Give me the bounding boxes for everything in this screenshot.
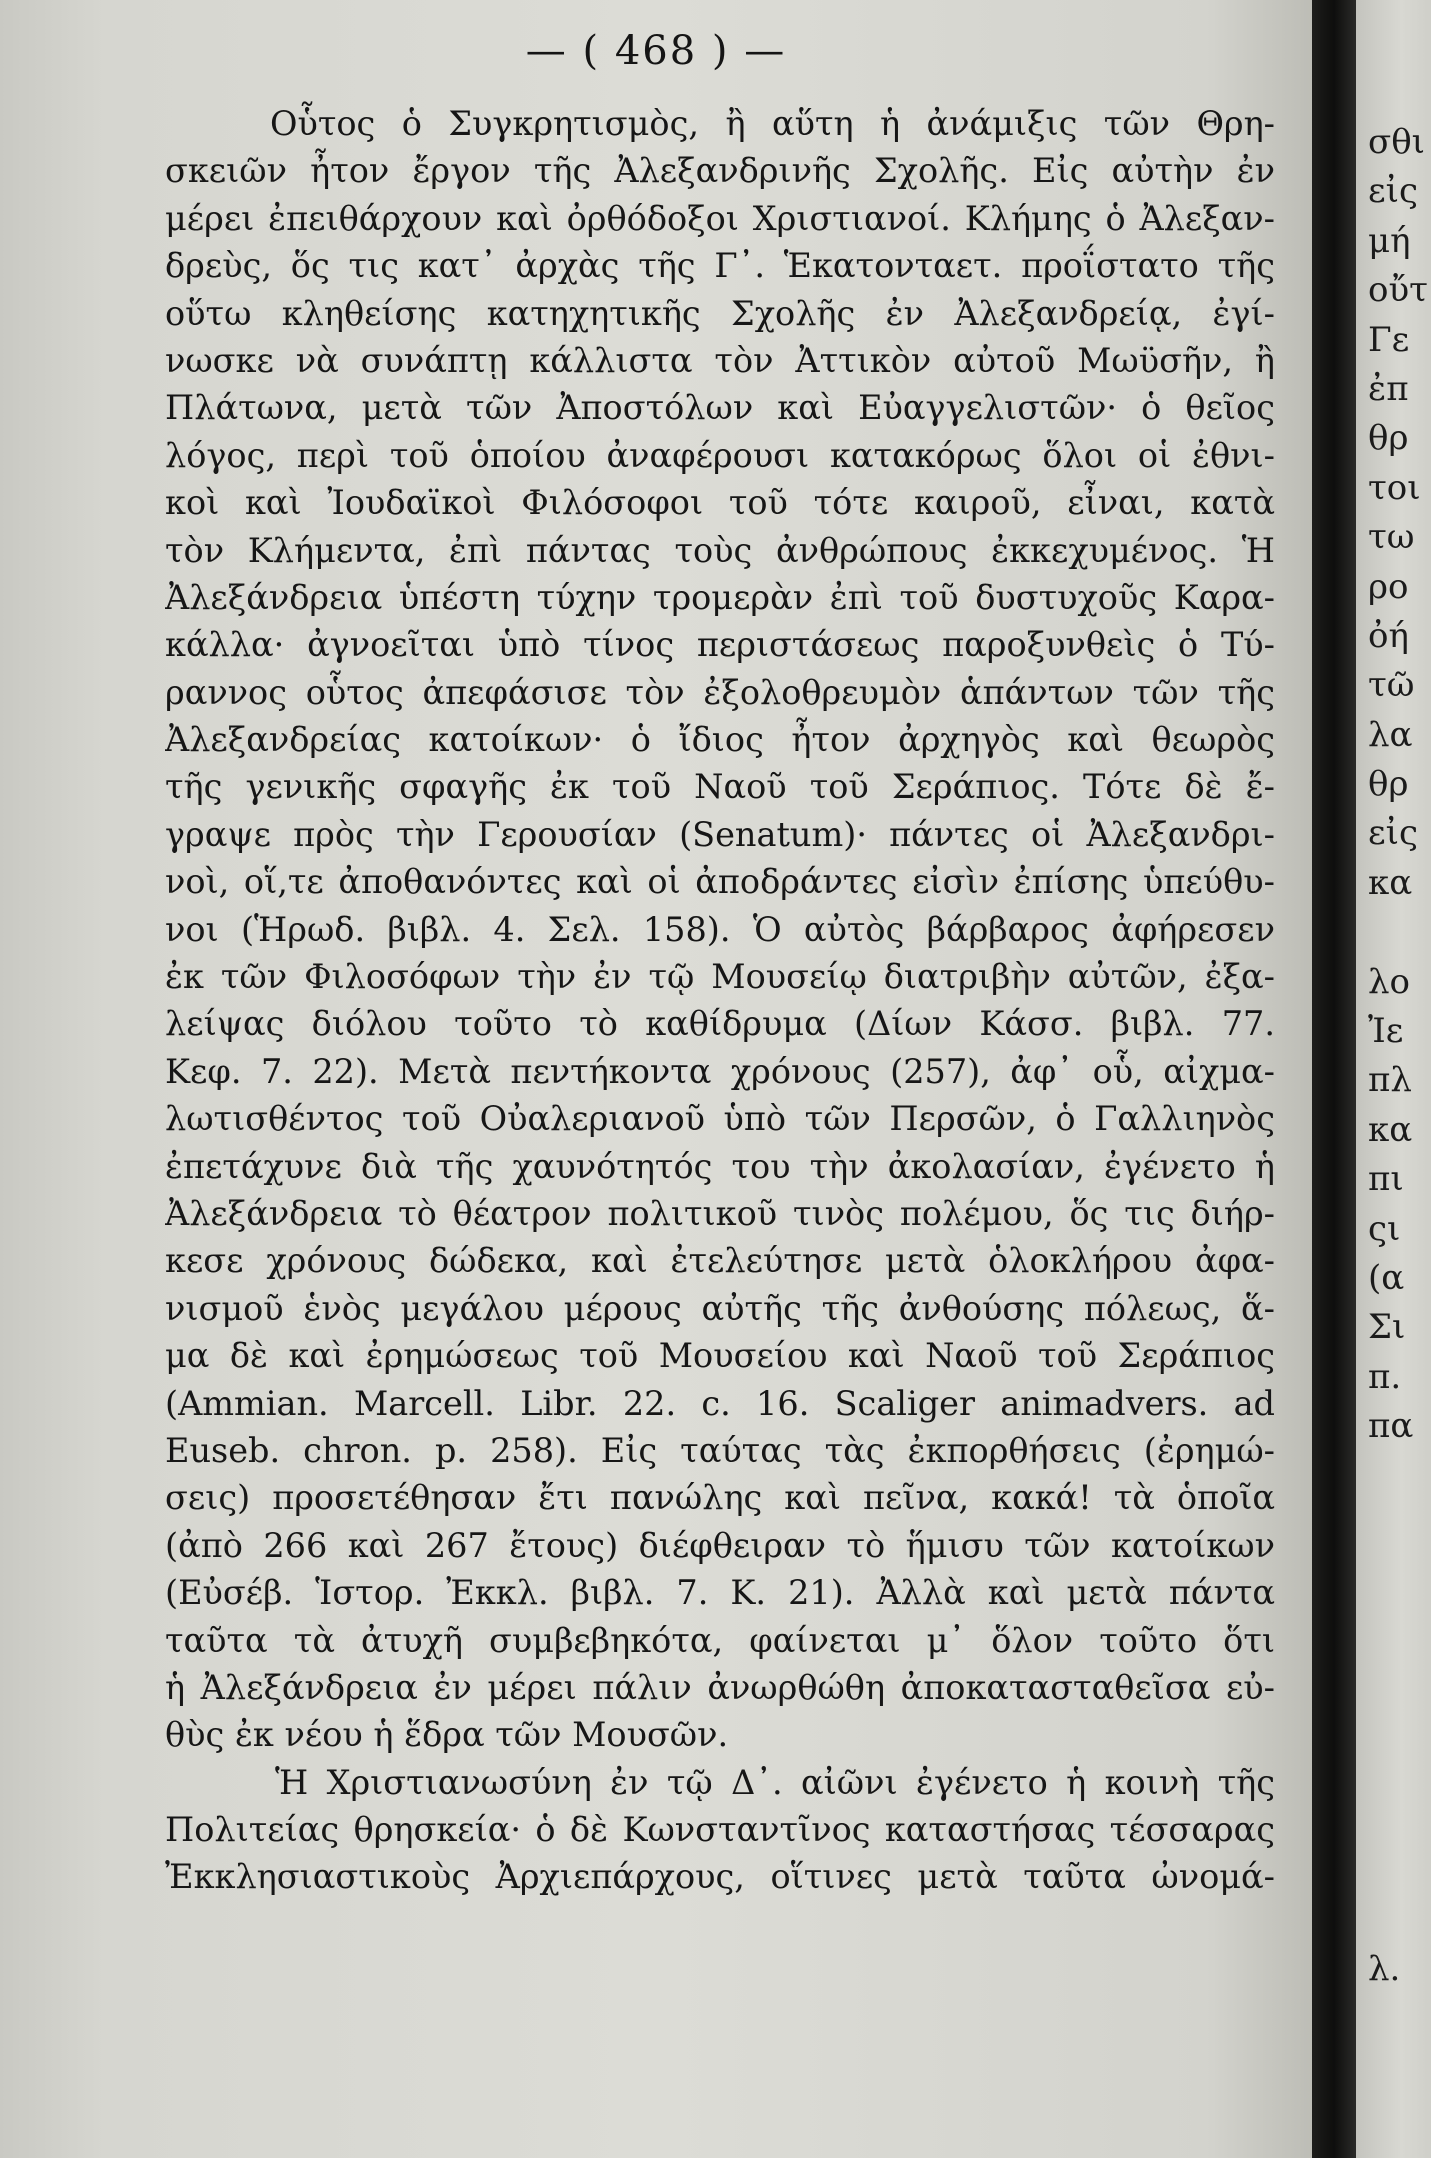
- text-line: γραψε πρὸς τὴν Γερουσίαν (Senatum)· πάντες οἱ Ἀλεξανδρι-: [165, 814, 1275, 854]
- edge-fragment: πλ: [1368, 1060, 1412, 1101]
- text-line: οὕτω κληθείσης κατηχητικῆς Σχολῆς ἐν Ἀλεξανδρείᾳ, ἐγί-: [165, 293, 1275, 333]
- edge-fragment: θρ: [1368, 764, 1409, 805]
- edge-fragment: [1368, 1699, 1431, 1748]
- edge-fragment: [1368, 1600, 1431, 1649]
- edge-fragment: [1368, 1995, 1431, 2044]
- edge-fragment: [1368, 1748, 1431, 1797]
- text-line: (Ammian. Marcell. Libr. 22. c. 16. Scaliger animadvers. ad: [165, 1383, 1275, 1423]
- book-gutter: [1312, 0, 1356, 2158]
- edge-fragment: εἰς: [1368, 171, 1418, 212]
- text-line: ταῦτα τὰ ἀτυχῆ συμβεβηκότα, φαίνεται μ᾽ ὅλον τοῦτο ὅτι: [165, 1620, 1275, 1660]
- edge-fragment: ςι: [1368, 1208, 1401, 1249]
- edge-fragment: Γε: [1368, 319, 1410, 360]
- edge-fragment: ὀή: [1368, 615, 1409, 656]
- body-text: [165, 100, 1275, 1901]
- text-line: Ἀλεξάνδρεια ὑπέστη τύχην τρομερὰν ἐπὶ τοῦ δυστυχοῦς Καρα-: [165, 577, 1275, 617]
- text-line: κοὶ καὶ Ἰουδαϊκοὶ Φιλόσοφοι τοῦ τότε καιροῦ, εἶναι, κατὰ: [165, 483, 1275, 523]
- text-line: Κεφ. 7. 22). Μετὰ πεντήκοντα χρόνους (257), ἀφ᾽ οὗ, αἰχμα-: [165, 1051, 1275, 1091]
- text-line: ραννος οὗτος ἀπεφάσισε τὸν ἐξολοθρευμὸν ἁπάντων τῶν τῆς: [165, 672, 1275, 712]
- edge-fragment: Ἰε: [1368, 1011, 1404, 1052]
- text-line: (Εὐσέβ. Ἱστορ. Ἐκκλ. βιβλ. 7. Κ. 21). Ἀλλὰ καὶ μετὰ πάντα: [165, 1573, 1275, 1613]
- edge-fragment: πα: [1368, 1406, 1414, 1447]
- text-line: λωτισθέντος τοῦ Οὐαλεριανοῦ ὑπὸ τῶν Περσῶν, ὁ Γαλλιηνὸς: [165, 1099, 1275, 1139]
- edge-fragment: [1368, 1896, 1431, 1945]
- text-line: νοὶ, οἵ,τε ἀποθανόντες καὶ οἱ ἀποδράντες εἰσὶν ἐπίσης ὑπεύθυ-: [165, 862, 1275, 902]
- text-line: ἐκ τῶν Φιλοσόφων τὴν ἐν τῷ Μουσείῳ διατριβὴν αὐτῶν, ἐξα-: [165, 957, 1275, 997]
- edge-fragment: κα: [1368, 862, 1413, 903]
- facing-page-text: [1368, 118, 1431, 2094]
- edge-fragment: τω: [1368, 517, 1415, 558]
- edge-fragment: τοι: [1368, 467, 1421, 508]
- text-line: νοι (Ἡρωδ. βιβλ. 4. Σελ. 158). Ὁ αὐτὸς βάρβαρος ἀφήρεσεν: [165, 909, 1275, 949]
- text-line: Πλάτωνα, μετὰ τῶν Ἀποστόλων καὶ Εὐαγγελιστῶν· ὁ θεῖος: [165, 388, 1275, 428]
- facing-page-edge: [1356, 0, 1431, 2158]
- text-line: Euseb. chron. p. 258). Εἰς ταύτας τὰς ἐκπορθήσεις (ἐρημώ-: [165, 1430, 1275, 1470]
- text-line: λείψας διόλου τοῦτο τὸ καθίδρυμα (Δίων Κάσσ. βιβλ. 77.: [165, 1004, 1275, 1044]
- edge-fragment: ἐπ: [1368, 368, 1409, 409]
- edge-fragment: Σι: [1368, 1307, 1406, 1348]
- edge-fragment: [1368, 1452, 1431, 1501]
- text-line: ἡ Ἀλεξάνδρεια ἐν μέρει πάλιν ἀνωρθώθη ἀποκατασταθεῖσα εὐ-: [165, 1667, 1275, 1707]
- text-line: σεις) προσετέθησαν ἔτι πανώλης καὶ πεῖνα, κακά! τὰ ὁποῖα: [165, 1478, 1275, 1518]
- text-line: λόγος, περὶ τοῦ ὁποίου ἀναφέρουσι κατακόρως ὅλοι οἱ ἐθνι-: [165, 435, 1275, 475]
- text-line: κάλλα· ἀγνοεῖται ὑπὸ τίνος περιστάσεως παροξυνθεὶς ὁ Τύ-: [165, 625, 1275, 665]
- edge-fragment: τῶ: [1368, 665, 1415, 706]
- edge-fragment: ρο: [1368, 566, 1409, 607]
- text-line: μα δὲ καὶ ἐρημώσεως τοῦ Μουσείου καὶ Ναοῦ τοῦ Σεράπιος: [165, 1336, 1275, 1376]
- edge-fragment: λο: [1368, 961, 1411, 1002]
- text-line: κεσε χρόνους δώδεκα, καὶ ἐτελεύτησε μετὰ ὁλοκλήρου ἀφα-: [165, 1241, 1275, 1281]
- edge-fragment: (α: [1368, 1257, 1405, 1298]
- paragraph: [165, 100, 1275, 1759]
- text-line: θὺς ἐκ νέου ἡ ἕδρα τῶν Μουσῶν.: [165, 1715, 729, 1755]
- edge-fragment: πι: [1368, 1159, 1404, 1200]
- text-line: (ἀπὸ 266 καὶ 267 ἔτους) διέφθειραν τὸ ἥμισυ τῶν κατοίκων: [165, 1525, 1275, 1565]
- edge-fragment: π.: [1368, 1356, 1402, 1397]
- text-line: Οὗτος ὁ Συγκρητισμὸς, ἢ αὕτη ἡ ἀνάμιξις τῶν Θρη-: [270, 104, 1275, 143]
- edge-fragment: [1368, 2044, 1431, 2093]
- edge-fragment: λα: [1368, 714, 1413, 755]
- paragraph: [165, 1759, 1275, 1901]
- edge-fragment: [1368, 1649, 1431, 1698]
- page-number-header: — ( 468 ) —: [525, 28, 787, 74]
- text-line: τῆς γενικῆς σφαγῆς ἐκ τοῦ Ναοῦ τοῦ Σεράπιος. Τότε δὲ ἔ-: [165, 767, 1275, 807]
- text-line: Ἀλεξανδρείας κατοίκων· ὁ ἴδιος ἦτον ἀρχηγὸς καὶ θεωρὸς: [165, 720, 1275, 760]
- edge-fragment: [1368, 1847, 1431, 1896]
- edge-fragment: [1368, 1797, 1431, 1846]
- edge-fragment: [1368, 908, 1431, 957]
- edge-fragment: μή: [1368, 220, 1411, 261]
- edge-fragment: [1368, 1550, 1431, 1599]
- text-line: Πολιτείας θρησκεία· ὁ δὲ Κωνσταντῖνος καταστήσας τέσσαρας: [165, 1810, 1275, 1850]
- text-line: δρεὺς, ὅς τις κατ᾽ ἀρχὰς τῆς Γ᾽. Ἑκατονταετ. προΐστατο τῆς: [165, 246, 1275, 286]
- text-line: νισμοῦ ἑνὸς μεγάλου μέρους αὐτῆς τῆς ἀνθούσης πόλεως, ἅ-: [165, 1288, 1275, 1328]
- edge-fragment: οὔτ: [1368, 270, 1428, 311]
- edge-fragment: σθι: [1368, 122, 1426, 162]
- text-line: τὸν Κλήμεντα, ἐπὶ πάντας τοὺς ἀνθρώπους ἐκκεχυμένος. Ἡ: [165, 530, 1275, 570]
- text-line: Ἐκκλησιαστικοὺς Ἀρχιεπάρχους, οἵτινες μετὰ ταῦτα ὠνομά-: [165, 1857, 1275, 1897]
- edge-fragment: θρ: [1368, 418, 1409, 459]
- text-line: Ἡ Χριστιανωσύνη ἐν τῷ Δ᾽. αἰῶνι ἐγένετο ἡ κοινὴ τῆς: [275, 1762, 1275, 1802]
- text-line: ἐπετάχυνε διὰ τῆς χαυνότητός του τὴν ἀκολασίαν, ἐγένετο ἡ: [165, 1146, 1275, 1186]
- edge-fragment: κα: [1368, 1109, 1413, 1150]
- edge-fragment: [1368, 1501, 1431, 1550]
- edge-fragment: εἰς: [1368, 813, 1418, 854]
- text-line: σκειῶν ἦτον ἔργον τῆς Ἀλεξανδρινῆς Σχολῆς. Εἰς αὐτὴν ἐν: [165, 151, 1275, 191]
- text-line: Ἀλεξάνδρεια τὸ θέατρον πολιτικοῦ τινὸς πολέμου, ὅς τις διήρ-: [165, 1193, 1275, 1233]
- edge-fragment: λ.: [1368, 1949, 1401, 1990]
- text-line: μέρει ἐπειθάρχουν καὶ ὀρθόδοξοι Χριστιανοί. Κλήμης ὁ Ἀλεξαν-: [165, 198, 1275, 238]
- text-line: νωσκε νὰ συνάπτῃ κάλλιστα τὸν Ἀττικὸν αὐτοῦ Μωϋσῆν, ἢ: [165, 340, 1275, 380]
